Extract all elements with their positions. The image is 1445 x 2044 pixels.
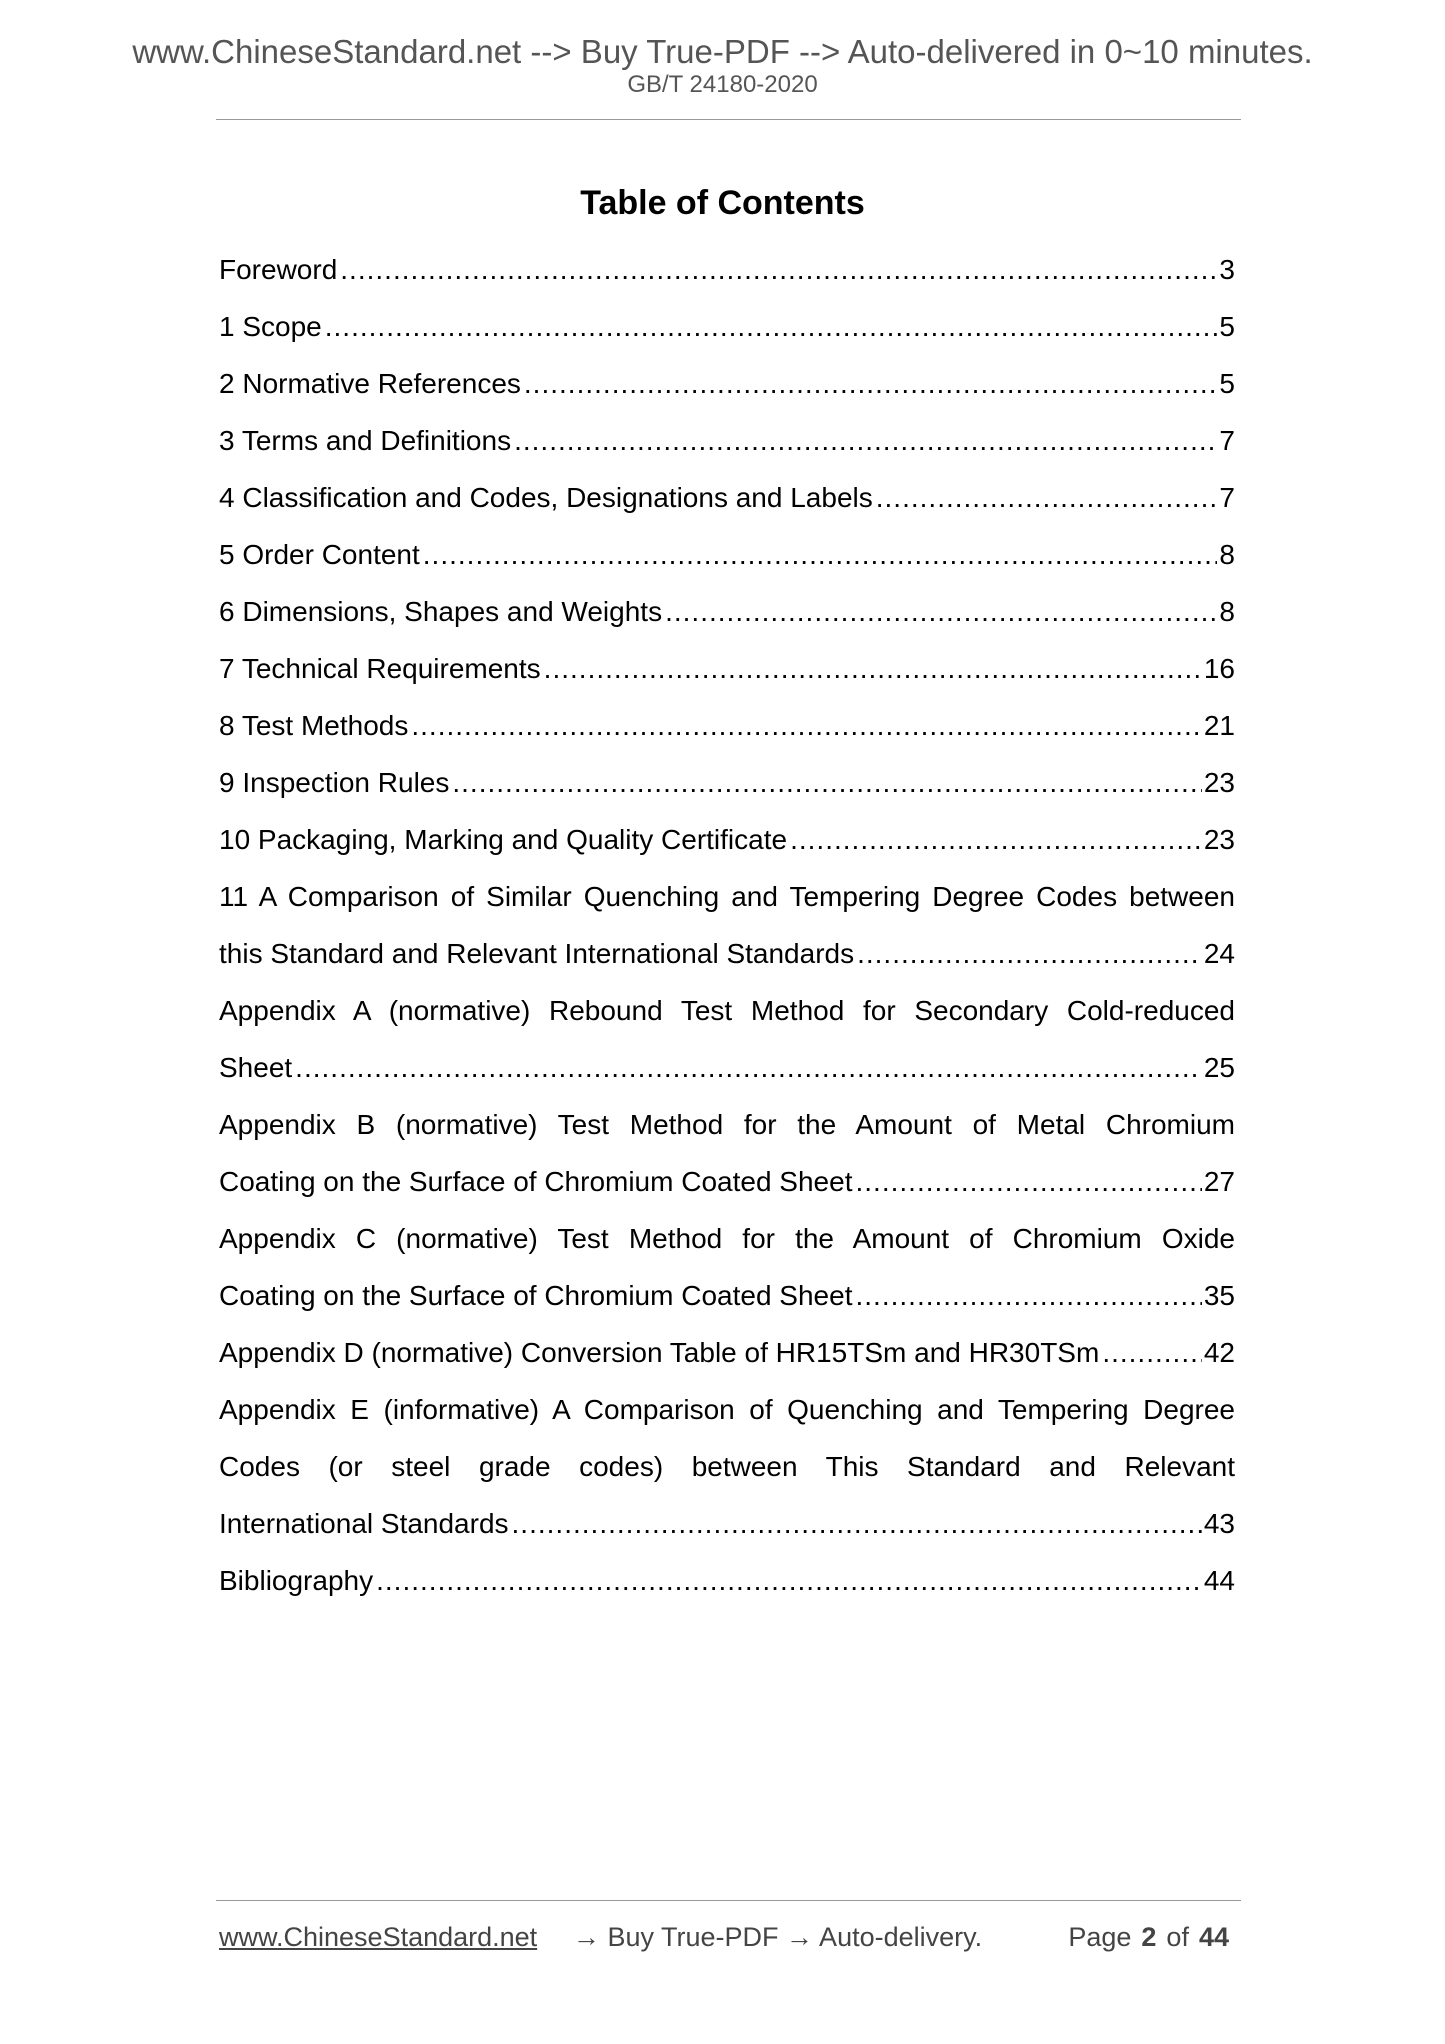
toc-page-number: 3 bbox=[1219, 254, 1235, 285]
toc-entry-label: 5 Order Content bbox=[219, 539, 420, 570]
toc-page-number: 27 bbox=[1203, 1166, 1235, 1197]
page-of: of bbox=[1166, 1922, 1189, 1952]
dot-leader bbox=[340, 241, 1217, 298]
footer-tagline: → Buy True-PDF → Auto-delivery. bbox=[573, 1922, 983, 1952]
dot-leader bbox=[524, 355, 1218, 412]
toc-page-number: 23 bbox=[1203, 767, 1235, 798]
dot-leader bbox=[544, 640, 1202, 697]
table-of-contents bbox=[219, 241, 1235, 1609]
toc-entry-label: 6 Dimensions, Shapes and Weights bbox=[219, 596, 663, 627]
toc-entry[interactable] bbox=[219, 1210, 1235, 1324]
dot-leader bbox=[855, 1267, 1201, 1324]
toc-entry-line: Appendix B (normative) Test Method for the Amount of Metal Chromium bbox=[219, 1109, 1235, 1140]
dot-leader bbox=[512, 1495, 1202, 1552]
top-banner: www.ChineseStandard.net --> Buy True-PDF --> Auto-delivered in 0~10 minutes. bbox=[132, 33, 1313, 70]
toc-entry[interactable] bbox=[219, 583, 1235, 640]
dot-leader bbox=[295, 1039, 1202, 1096]
toc-entry-line: Appendix E (informative) A Comparison of Quenching and Tempering Degree bbox=[219, 1394, 1235, 1425]
toc-page-number: 5 bbox=[1219, 368, 1235, 399]
dot-leader bbox=[423, 526, 1218, 583]
toc-page-number: 8 bbox=[1219, 596, 1235, 627]
toc-entry-label: 4 Classification and Codes, Designations and Labels bbox=[219, 482, 873, 513]
toc-page-number: 8 bbox=[1219, 539, 1235, 570]
dot-leader bbox=[411, 697, 1201, 754]
toc-entry-label: Appendix D (normative) Conversion Table of HR15TSm and HR30TSm bbox=[219, 1337, 1100, 1368]
toc-entry[interactable] bbox=[219, 298, 1235, 355]
toc-entry-line: Appendix C (normative) Test Method for the Amount of Chromium Oxide bbox=[219, 1223, 1235, 1254]
toc-entry-line: Codes (or steel grade codes) between This Standard and Relevant bbox=[219, 1451, 1235, 1482]
page-footer bbox=[219, 1917, 1229, 1957]
header-divider bbox=[216, 119, 1241, 120]
toc-entry-label: 2 Normative References bbox=[219, 368, 521, 399]
toc-entry-label: 8 Test Methods bbox=[219, 710, 409, 741]
toc-entry[interactable] bbox=[219, 1324, 1235, 1381]
toc-entry-label: 7 Technical Requirements bbox=[219, 653, 541, 684]
toc-entry[interactable] bbox=[219, 640, 1235, 697]
toc-entry[interactable] bbox=[219, 241, 1235, 298]
toc-entry[interactable] bbox=[219, 754, 1235, 811]
toc-page-number: 23 bbox=[1203, 824, 1235, 855]
toc-entry-label: Sheet bbox=[219, 1052, 293, 1083]
dot-leader bbox=[855, 1153, 1201, 1210]
toc-entry[interactable] bbox=[219, 526, 1235, 583]
toc-entry-label: International Standards bbox=[219, 1508, 509, 1539]
dot-leader bbox=[790, 811, 1202, 868]
toc-page-number: 7 bbox=[1219, 482, 1235, 513]
toc-page-number: 21 bbox=[1203, 710, 1235, 741]
page-indicator bbox=[1068, 1917, 1229, 1957]
toc-entry-label: Bibliography bbox=[219, 1565, 374, 1596]
dot-leader bbox=[857, 925, 1202, 982]
dot-leader bbox=[325, 298, 1218, 355]
toc-entry-label: 10 Packaging, Marking and Quality Certificate bbox=[219, 824, 788, 855]
toc-entry-label: this Standard and Relevant International Standards bbox=[219, 938, 855, 969]
toc-page-number: 16 bbox=[1203, 653, 1235, 684]
toc-entry[interactable] bbox=[219, 355, 1235, 412]
toc-entry-label: 1 Scope bbox=[219, 311, 322, 342]
toc-entry[interactable] bbox=[219, 811, 1235, 868]
toc-page-number: 42 bbox=[1203, 1337, 1235, 1368]
footer-website-link[interactable]: www.ChineseStandard.net bbox=[219, 1922, 538, 1952]
dot-leader bbox=[452, 754, 1201, 811]
page-total: 44 bbox=[1198, 1922, 1229, 1952]
toc-page-number: 25 bbox=[1203, 1052, 1235, 1083]
toc-entry[interactable] bbox=[219, 1381, 1235, 1552]
dot-leader bbox=[376, 1552, 1202, 1609]
toc-entry-label: Foreword bbox=[219, 254, 338, 285]
toc-page-number: 5 bbox=[1219, 311, 1235, 342]
dot-leader bbox=[665, 583, 1217, 640]
toc-entry[interactable] bbox=[219, 982, 1235, 1096]
footer-divider bbox=[216, 1900, 1241, 1901]
toc-page-number: 24 bbox=[1203, 938, 1235, 969]
dot-leader bbox=[876, 469, 1218, 526]
toc-page-number: 43 bbox=[1203, 1508, 1235, 1539]
document-number: GB/T 24180-2020 bbox=[627, 71, 818, 98]
toc-entry[interactable] bbox=[219, 1552, 1235, 1609]
toc-entry[interactable] bbox=[219, 1096, 1235, 1210]
page-word: Page bbox=[1068, 1922, 1132, 1952]
toc-entry[interactable] bbox=[219, 697, 1235, 754]
toc-entry-label: 3 Terms and Definitions bbox=[219, 425, 512, 456]
toc-entry-label: 9 Inspection Rules bbox=[219, 767, 450, 798]
page-current: 2 bbox=[1141, 1922, 1157, 1952]
toc-page-number: 35 bbox=[1203, 1280, 1235, 1311]
toc-page-number: 44 bbox=[1203, 1565, 1235, 1596]
toc-entry[interactable] bbox=[219, 412, 1235, 469]
toc-entry-label: Coating on the Surface of Chromium Coated Sheet bbox=[219, 1166, 853, 1197]
page-title: Table of Contents bbox=[580, 184, 865, 222]
toc-entry-label: Coating on the Surface of Chromium Coated Sheet bbox=[219, 1280, 853, 1311]
toc-page-number: 7 bbox=[1219, 425, 1235, 456]
dot-leader bbox=[1102, 1324, 1202, 1381]
toc-entry[interactable] bbox=[219, 868, 1235, 982]
dot-leader bbox=[514, 412, 1217, 469]
toc-entry-line: 11 A Comparison of Similar Quenching and Tempering Degree Codes between bbox=[219, 881, 1235, 912]
toc-entry-line: Appendix A (normative) Rebound Test Method for Secondary Cold-reduced bbox=[219, 995, 1235, 1026]
toc-entry[interactable] bbox=[219, 469, 1235, 526]
